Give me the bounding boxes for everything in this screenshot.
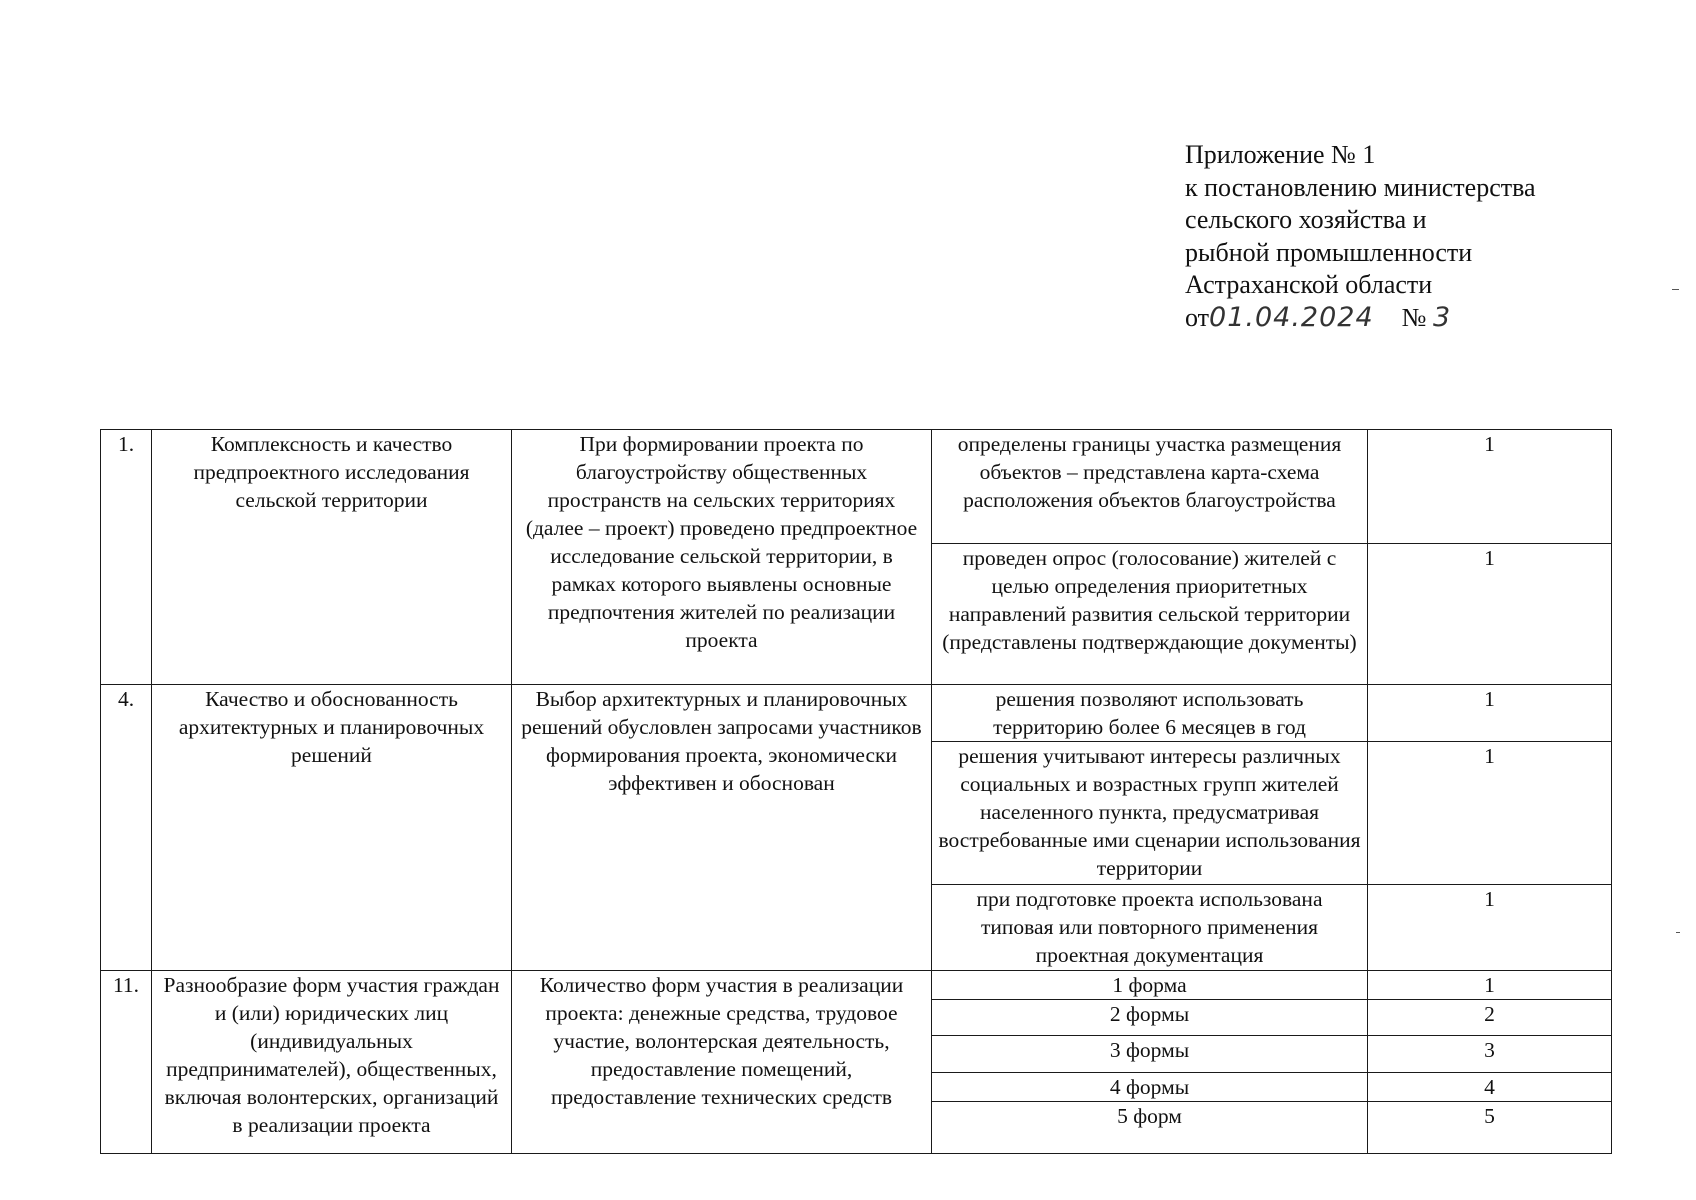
score-cell: 2	[1368, 1000, 1612, 1036]
score-cell: 1	[1368, 742, 1612, 885]
appendix-header	[1185, 139, 1605, 334]
table-row	[101, 685, 1612, 742]
description-cell: Выбор архитектурных и планировочных решений обусловлен запросами участников формирования проекта, экономически эффективен и обоснован	[512, 685, 932, 971]
handwritten-date: 01.04.2024	[1209, 301, 1374, 333]
appendix-header-line: рыбной промышленности	[1185, 237, 1473, 267]
score-cell: 1	[1368, 685, 1612, 742]
score-cell: 3	[1368, 1036, 1612, 1073]
score-cell: 1	[1368, 430, 1612, 544]
description-cell: Количество форм участия в реализации проекта: денежные средства, трудовое участие, волонтерская деятельность, предоставление помещений, предоставление технических средств	[512, 971, 932, 1154]
detail-cell: определены границы участка размещения объектов – представлена карта-схема расположения объектов благоустройства	[932, 430, 1368, 544]
row-number: 11.	[101, 971, 152, 1154]
detail-cell: 2 формы	[932, 1000, 1368, 1036]
row-number: 4.	[101, 685, 152, 971]
table-row	[101, 430, 1612, 544]
score-cell: 1	[1368, 544, 1612, 685]
appendix-title: Приложение № 1	[1185, 140, 1376, 169]
date-prefix: от	[1185, 302, 1210, 332]
scan-mark	[1672, 289, 1679, 290]
detail-cell: при подготовке проекта использована типовая или повторного применения проектная документация	[932, 885, 1368, 971]
number-label: №	[1401, 302, 1427, 332]
score-cell: 4	[1368, 1073, 1612, 1102]
criteria-table	[100, 429, 1612, 1154]
row-number: 1.	[101, 430, 152, 685]
appendix-header-line: Астраханской области	[1185, 270, 1433, 299]
detail-cell: решения учитывают интересы различных социальных и возрастных групп жителей населенного пункта, предусматривая востребованные ими сценарии использования территории	[932, 742, 1368, 885]
score-cell: 1	[1368, 971, 1612, 1000]
detail-cell: 3 формы	[932, 1036, 1368, 1073]
detail-cell: проведен опрос (голосование) жителей с целью определения приоритетных направлений развития сельской территории (представлены подтверждающие документы)	[932, 544, 1368, 685]
criterion-cell: Разнообразие форм участия граждан и (или) юридических лиц (индивидуальных предпринимателей), общественных, включая волонтерских, организаций в реализации проекта	[152, 971, 512, 1154]
detail-cell: 1 форма	[932, 971, 1368, 1000]
appendix-header-line: сельского хозяйства и	[1185, 205, 1427, 234]
criterion-cell: Комплексность и качество предпроектного исследования сельской территории	[152, 430, 512, 685]
appendix-date-line	[1185, 302, 1605, 335]
appendix-header-line: к постановлению министерства	[1185, 172, 1536, 202]
table-row	[101, 971, 1612, 1000]
criterion-cell: Качество и обоснованность архитектурных и планировочных решений	[152, 685, 512, 971]
score-cell: 1	[1368, 885, 1612, 971]
detail-cell: решения позволяют использовать территорию более 6 месяцев в год	[932, 685, 1368, 742]
description-cell: При формировании проекта по благоустройству общественных пространств на сельских территориях (далее – проект) проведено предпроектное исследование сельской территории, в рамках которого выявлены основные предпочтения жителей по реализации проекта	[512, 430, 932, 685]
detail-cell: 5 форм	[932, 1102, 1368, 1154]
detail-cell: 4 формы	[932, 1073, 1368, 1102]
score-cell: 5	[1368, 1102, 1612, 1154]
handwritten-number: 3	[1432, 301, 1452, 333]
scan-mark	[1676, 932, 1680, 933]
